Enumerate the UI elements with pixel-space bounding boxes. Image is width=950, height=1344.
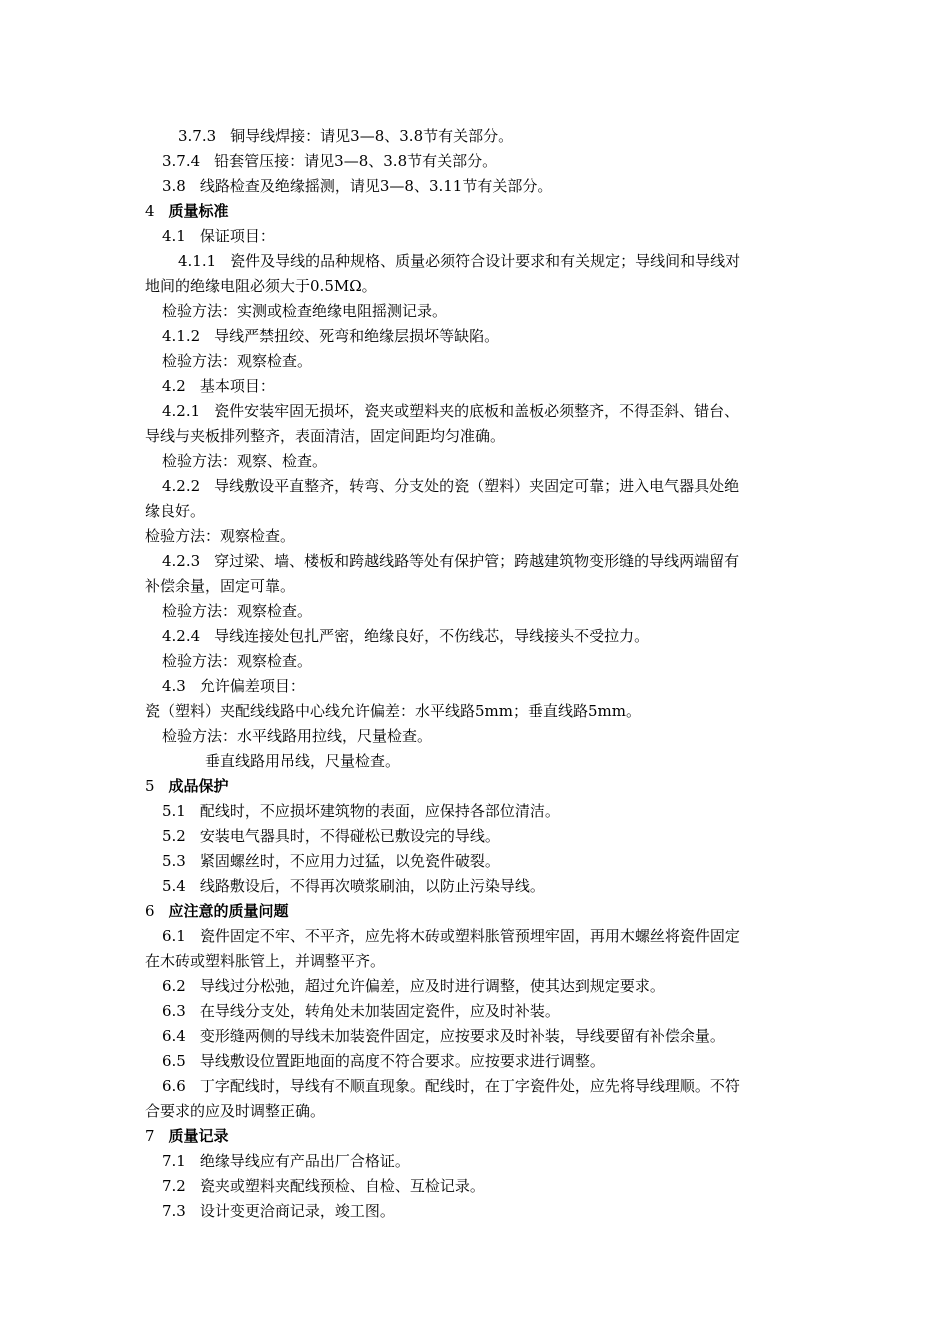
item-number: 7.3 bbox=[162, 1202, 186, 1220]
item-number: 6.3 bbox=[162, 1002, 186, 1020]
inspection-method: 检验方法：观察、检查。 bbox=[162, 452, 328, 470]
item-4-2-2 bbox=[162, 476, 739, 496]
item-6-3 bbox=[162, 1001, 560, 1021]
item-text: 瓷夹或塑料夹配线预检、自检、互检记录。 bbox=[199, 1177, 485, 1195]
paragraph-line: 导线与夹板排列整齐，表面清洁，固定间距均匀准确。 bbox=[145, 427, 506, 445]
item-text: 设计变更洽商记录，竣工图。 bbox=[199, 1202, 395, 1220]
item-text: 导线连接处包扎严密，绝缘良好，不伤线芯，导线接头不受拉力。 bbox=[214, 627, 650, 645]
inspection-method: 检验方法：实测或检查绝缘电阻摇测记录。 bbox=[162, 302, 448, 320]
item-text: 安装电气器具时，不得碰松已敷设完的导线。 bbox=[199, 827, 500, 845]
item-7-3 bbox=[162, 1201, 395, 1221]
paragraph-line: 瓷（塑料）夹配线线路中心线允许偏差：水平线路5mm；垂直线路5mm。 bbox=[145, 702, 641, 720]
item-text: 导线敷设平直整齐，转弯、分支处的瓷（塑料）夹固定可靠；进入电气器具处绝 bbox=[214, 477, 740, 495]
heading-number: 5 bbox=[145, 777, 155, 795]
item-number: 5.2 bbox=[162, 827, 186, 845]
item-text: 导线过分松弛，超过允许偏差，应及时进行调整，使其达到规定要求。 bbox=[199, 977, 665, 995]
heading-number: 6 bbox=[145, 902, 155, 920]
item-number: 4.2.4 bbox=[162, 627, 201, 645]
item-6-1 bbox=[162, 926, 740, 946]
inspection-method-continued: 垂直线路用吊线，尺量检查。 bbox=[205, 752, 401, 770]
item-5-1 bbox=[162, 801, 560, 821]
item-4-1-2 bbox=[162, 326, 499, 346]
item-5-2 bbox=[162, 826, 500, 846]
heading-number: 4 bbox=[145, 202, 155, 220]
item-text: 紧固螺丝时，不应用力过猛，以免瓷件破裂。 bbox=[199, 852, 500, 870]
item-number: 4.1.2 bbox=[162, 327, 201, 345]
item-number: 6.5 bbox=[162, 1052, 186, 1070]
item-3-7-4 bbox=[162, 151, 497, 171]
heading-text: 成品保护 bbox=[168, 777, 229, 795]
item-4-1 bbox=[162, 226, 275, 246]
item-number: 4.1 bbox=[162, 227, 186, 245]
item-7-1 bbox=[162, 1151, 410, 1171]
item-7-2 bbox=[162, 1176, 485, 1196]
item-number: 5.4 bbox=[162, 877, 186, 895]
section-heading-5 bbox=[145, 776, 229, 796]
paragraph-line: 在木砖或塑料胀管上，并调整平齐。 bbox=[145, 952, 386, 970]
item-number: 4.2.1 bbox=[162, 402, 201, 420]
item-text: 导线严禁扭绞、死弯和绝缘层损坏等缺陷。 bbox=[214, 327, 500, 345]
item-5-3 bbox=[162, 851, 500, 871]
item-number: 3.8 bbox=[162, 177, 186, 195]
inspection-method: 检验方法：观察检查。 bbox=[145, 527, 296, 545]
item-4-1-1 bbox=[178, 251, 740, 271]
item-3-7-3 bbox=[178, 126, 513, 146]
item-6-5 bbox=[162, 1051, 605, 1071]
item-text: 保证项目： bbox=[199, 227, 275, 245]
item-text: 铅套管压接：请见3—8、3.8节有关部分。 bbox=[214, 152, 498, 170]
item-text: 丁字配线时，导线有不顺直现象。配线时，在丁字瓷件处，应先将导线理顺。不符 bbox=[199, 1077, 740, 1095]
item-4-2-4 bbox=[162, 626, 649, 646]
item-text: 导线敷设位置距地面的高度不符合要求。应按要求进行调整。 bbox=[199, 1052, 605, 1070]
item-text: 瓷件安装牢固无损坏，瓷夹或塑料夹的底板和盖板必须整齐，不得歪斜、错台、 bbox=[214, 402, 740, 420]
item-text: 配线时，不应损坏建筑物的表面，应保持各部位清洁。 bbox=[199, 802, 560, 820]
inspection-method: 检验方法：观察检查。 bbox=[162, 652, 313, 670]
item-4-3 bbox=[162, 676, 305, 696]
item-number: 4.3 bbox=[162, 677, 186, 695]
item-4-2-3 bbox=[162, 551, 739, 571]
item-text: 线路检查及绝缘摇测，请见3—8、3.11节有关部分。 bbox=[199, 177, 553, 195]
inspection-method: 检验方法：观察检查。 bbox=[162, 352, 313, 370]
item-number: 4.2.2 bbox=[162, 477, 201, 495]
item-number: 6.6 bbox=[162, 1077, 186, 1095]
item-6-2 bbox=[162, 976, 665, 996]
item-text: 瓷件及导线的品种规格、质量必须符合设计要求和有关规定；导线间和导线对 bbox=[230, 252, 741, 270]
item-text: 基本项目： bbox=[199, 377, 275, 395]
paragraph-line: 地间的绝缘电阻必须大于0.5MΩ。 bbox=[145, 277, 377, 295]
item-text: 瓷件固定不牢、不平齐，应先将木砖或塑料胀管预埋牢固，再用木螺丝将瓷件固定 bbox=[199, 927, 740, 945]
item-number: 3.7.3 bbox=[178, 127, 217, 145]
item-5-4 bbox=[162, 876, 545, 896]
paragraph-line: 缘良好。 bbox=[145, 502, 206, 520]
item-number: 4.2.3 bbox=[162, 552, 201, 570]
item-number: 4.1.1 bbox=[178, 252, 217, 270]
item-3-8 bbox=[162, 176, 552, 196]
item-number: 5.3 bbox=[162, 852, 186, 870]
heading-text: 质量标准 bbox=[168, 202, 229, 220]
item-text: 允许偏差项目： bbox=[199, 677, 305, 695]
item-number: 4.2 bbox=[162, 377, 186, 395]
item-4-2 bbox=[162, 376, 275, 396]
item-text: 绝缘导线应有产品出厂合格证。 bbox=[199, 1152, 410, 1170]
paragraph-line: 补偿余量，固定可靠。 bbox=[145, 577, 296, 595]
item-6-4 bbox=[162, 1026, 725, 1046]
paragraph-line: 合要求的应及时调整正确。 bbox=[145, 1102, 326, 1120]
item-number: 6.2 bbox=[162, 977, 186, 995]
section-heading-7 bbox=[145, 1126, 229, 1146]
item-6-6 bbox=[162, 1076, 740, 1096]
section-heading-6 bbox=[145, 901, 289, 921]
heading-number: 7 bbox=[145, 1127, 155, 1145]
item-text: 穿过梁、墙、楼板和跨越线路等处有保护管；跨越建筑物变形缝的导线两端留有 bbox=[214, 552, 740, 570]
item-number: 5.1 bbox=[162, 802, 186, 820]
inspection-method: 检验方法：观察检查。 bbox=[162, 602, 313, 620]
item-number: 3.7.4 bbox=[162, 152, 201, 170]
item-text: 铜导线焊接：请见3—8、3.8节有关部分。 bbox=[230, 127, 514, 145]
item-4-2-1 bbox=[162, 401, 739, 421]
item-text: 变形缝两侧的导线未加装瓷件固定，应按要求及时补装，导线要留有补偿余量。 bbox=[199, 1027, 725, 1045]
item-number: 6.1 bbox=[162, 927, 186, 945]
item-number: 7.2 bbox=[162, 1177, 186, 1195]
section-heading-4 bbox=[145, 201, 229, 221]
item-number: 7.1 bbox=[162, 1152, 186, 1170]
item-text: 在导线分支处，转角处未加装固定瓷件，应及时补装。 bbox=[199, 1002, 560, 1020]
heading-text: 应注意的质量问题 bbox=[168, 902, 289, 920]
item-text: 线路敷设后，不得再次喷浆刷油，以防止污染导线。 bbox=[199, 877, 545, 895]
inspection-method: 检验方法：水平线路用拉线，尺量检查。 bbox=[162, 727, 433, 745]
item-number: 6.4 bbox=[162, 1027, 186, 1045]
heading-text: 质量记录 bbox=[168, 1127, 229, 1145]
